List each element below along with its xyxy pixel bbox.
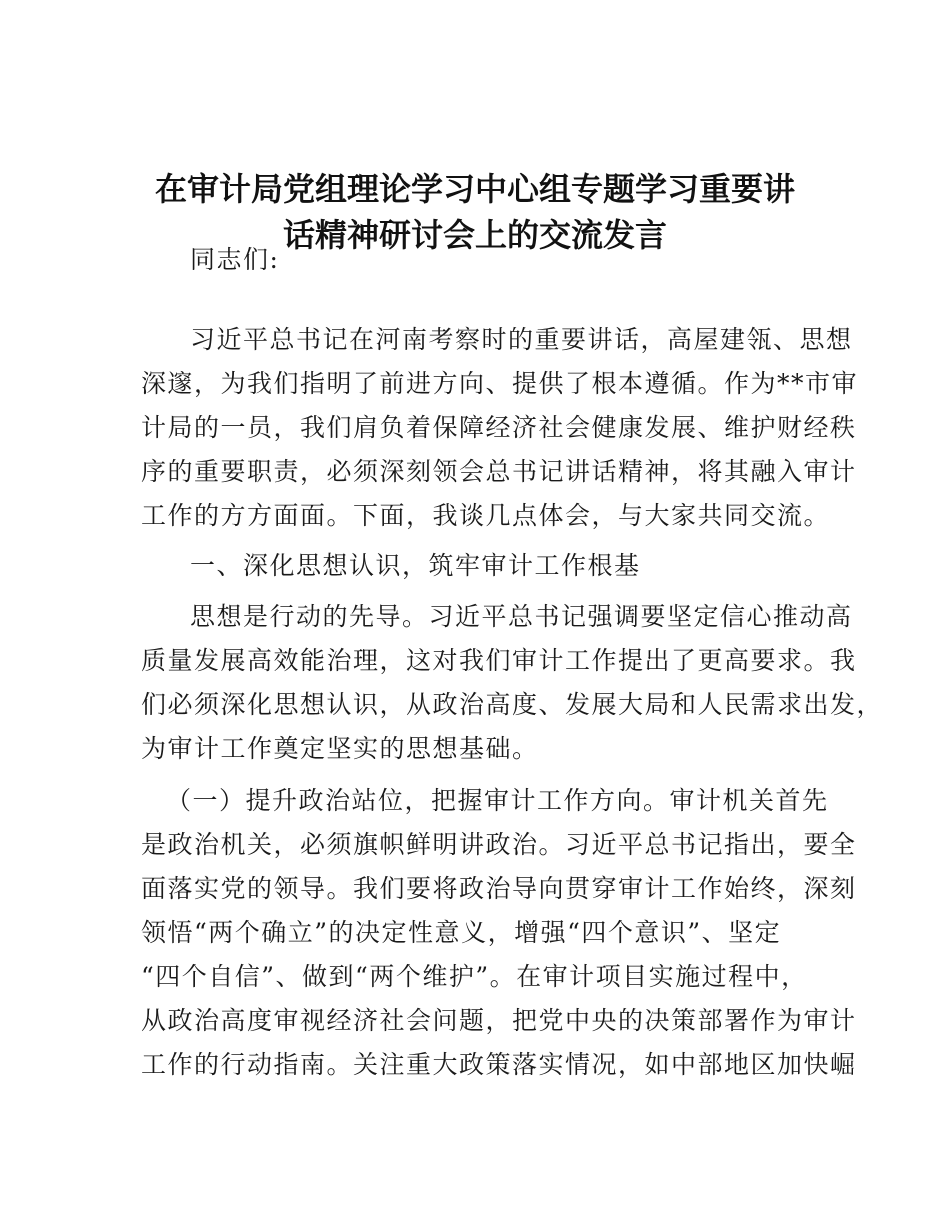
paragraph-line: 是政治机关，必须旗帜鲜明讲政治。习近平总书记指出，要全 (141, 830, 857, 859)
paragraph-line: 习近平总书记在河南考察时的重要讲话，高屋建瓴、思想 (190, 325, 853, 354)
section-heading: 一、深化思想认识，筑牢审计工作根基 (190, 551, 641, 580)
document-title-line-1: 在审计局党组理论学习中心组专题学习重要讲 (154, 170, 795, 208)
paragraph-line: 们必须深化思想认识，从政治高度、发展大局和人民需求出发， (141, 690, 884, 719)
subsection-line: （一）提升政治站位，把握审计工作方向。审计机关首先 (166, 786, 829, 815)
paragraph-line: 深邃，为我们指明了前进方向、提供了根本遵循。作为**市审 (141, 369, 859, 398)
document-title-line-2: 话精神研讨会上的交流发言 (282, 216, 667, 254)
paragraph-line: 为审计工作奠定坚实的思想基础。 (141, 734, 539, 763)
paragraph-line: 工作的行动指南。关注重大政策落实情况，如中部地区加快崛 (141, 1050, 857, 1079)
paragraph-line: 思想是行动的先导。习近平总书记强调要坚定信心推动高 (190, 602, 853, 631)
paragraph-line: 从政治高度审视经济社会问题，把党中央的决策部署作为审计 (141, 1006, 857, 1035)
paragraph-line: 面落实党的领导。我们要将政治导向贯穿审计工作始终，深刻 (141, 874, 857, 903)
paragraph-line: 质量发展高效能治理，这对我们审计工作提出了更高要求。我 (141, 646, 857, 675)
salutation: 同志们: (190, 245, 280, 274)
paragraph-line: 序的重要职责，必须深刻领会总书记讲话精神，将其融入审计 (141, 457, 857, 486)
paragraph-line: 工作的方方面面。下面，我谈几点体会，与大家共同交流。 (141, 501, 831, 530)
paragraph-line: 计局的一员，我们肩负着保障经济社会健康发展、维护财经秩 (141, 413, 857, 442)
paragraph-line: 领悟“两个确立”的决定性意义，增强“四个意识”、坚定 (141, 918, 782, 947)
paragraph-line: “四个自信”、做到“两个维护”。在审计项目实施过程中， (141, 962, 808, 991)
